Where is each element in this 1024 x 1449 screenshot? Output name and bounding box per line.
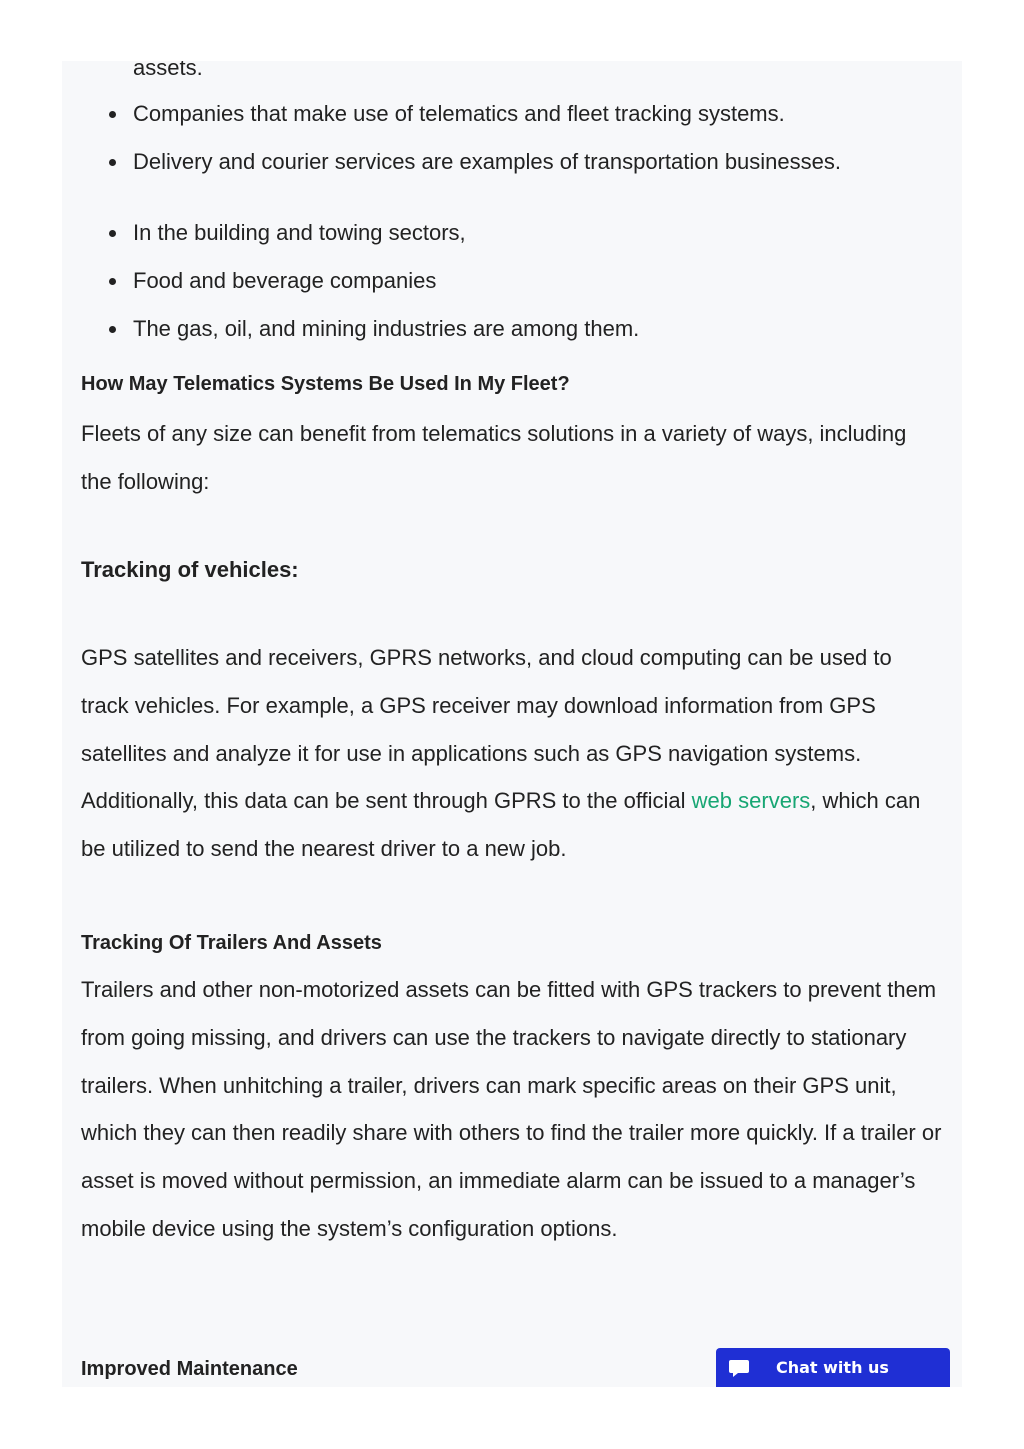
list-item: The gas, oil, and mining industries are among them. — [133, 316, 640, 341]
section-heading: How May Telematics Systems Be Used In My Fleet? — [81, 373, 570, 395]
list-bullet — [109, 326, 116, 333]
vehicles-text-end: , which can be utilized to send the nearest driver to a new job. — [81, 788, 921, 862]
list-bullet — [109, 230, 116, 237]
chat-label: Chat with us — [776, 1358, 889, 1377]
chat-widget-button[interactable] — [716, 1348, 950, 1387]
trailers-paragraph: Trailers and other non-motorized assets can be fitted with GPS trackers to prevent them from going missing, and drivers can use the trackers to navigate directly to stationary trailers. When unhitching a trailer, drivers can mark specific areas on their GPS unit, which they can then readily share with others to find the trailer more quickly. If a trailer or asset is moved without permission, an immediate alarm can be issued to a manager’s mobile device using the system’s configuration options. — [81, 977, 942, 1241]
list-item: In the building and towing sectors, — [133, 220, 466, 245]
section-intro: Fleets of any size can benefit from telematics solutions in a variety of ways, including the following: — [81, 421, 907, 494]
list-bullet — [109, 111, 116, 118]
vehicles-text: GPS satellites and receivers, GPRS networks, and cloud computing can be used to track vehicles. For example, a GPS receiver may download information from GPS satellites and analyze it for use in applications such as GPS navigation systems. Additionally, this data can be sent through GPRS to the official — [81, 645, 892, 814]
subsection-heading-vehicles: Tracking of vehicles: — [81, 557, 299, 582]
vehicles-paragraph — [81, 634, 943, 873]
list-item: Delivery and courier services are examples of transportation businesses. — [133, 149, 841, 174]
list-item: assets. — [133, 61, 203, 80]
list-bullet — [109, 278, 116, 285]
list-bullet — [109, 159, 116, 166]
list-item: Companies that make use of telematics and fleet tracking systems. — [133, 101, 785, 126]
chat-bubble-icon — [727, 1356, 751, 1380]
article-page — [62, 61, 962, 1387]
list-item: Food and beverage companies — [133, 268, 437, 293]
subsection-heading-trailers: Tracking Of Trailers And Assets — [81, 932, 382, 954]
web-servers-link[interactable]: web servers — [691, 788, 811, 814]
subsection-heading-maintenance: Improved Maintenance — [81, 1358, 298, 1380]
